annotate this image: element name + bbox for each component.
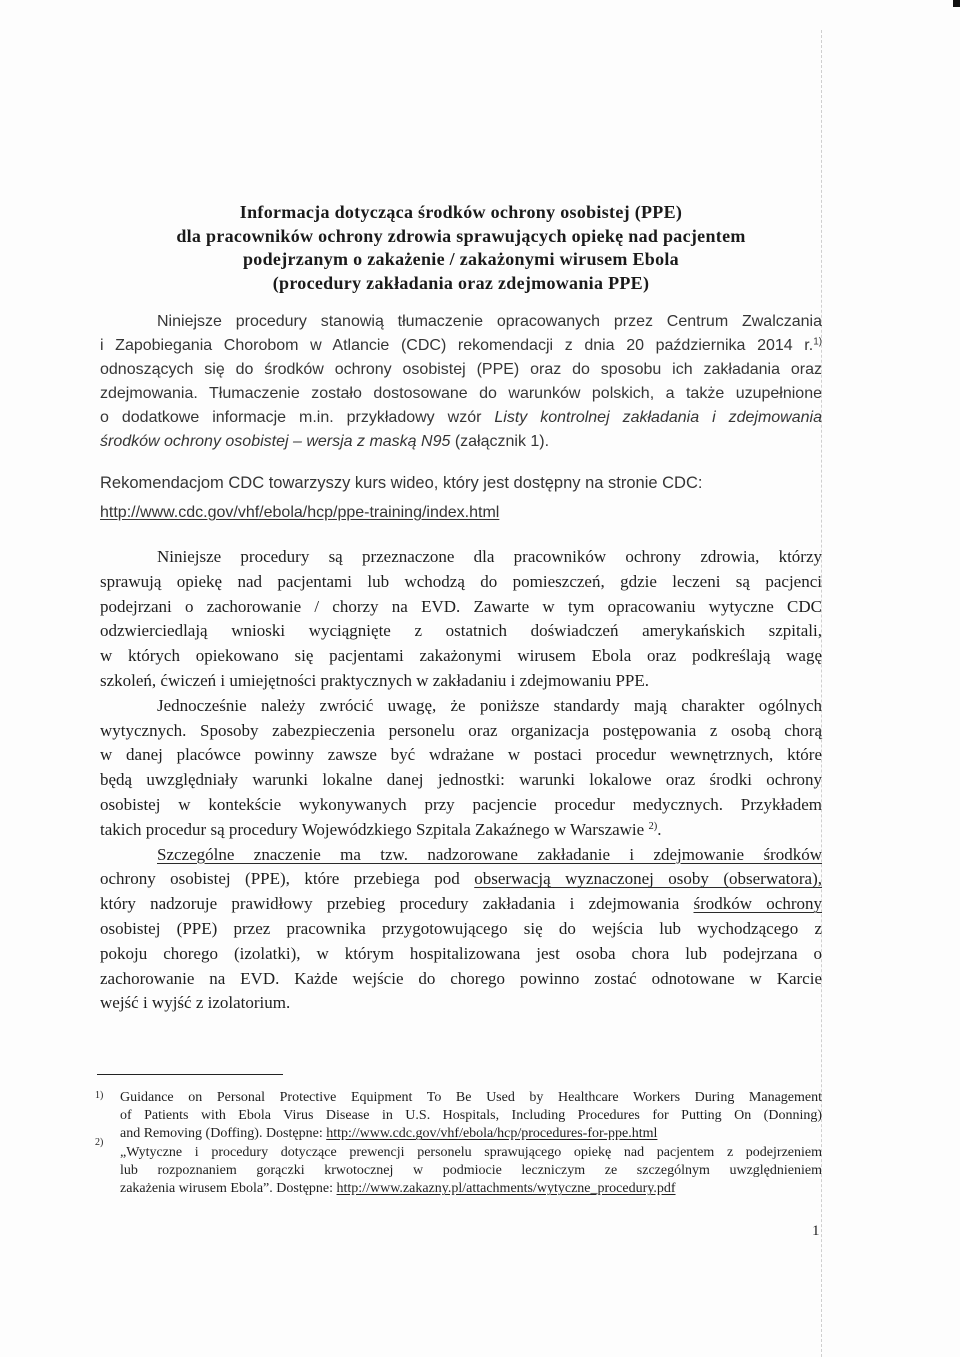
scan-corner-mark <box>953 0 960 7</box>
line-text: ochrony osobistej (PPE), które przebiega pod <box>100 869 460 889</box>
purpose-paragraph <box>100 545 822 694</box>
title-line: dla pracowników ochrony zdrowia sprawujących opiekę nad pacjentem <box>176 225 746 246</box>
line-text: o dodatkowe informacje m.in. przykładowy wzór <box>100 409 482 427</box>
line-text: pokoju chorego (izolatki), w którym hospitalizowana jest osoba chora lub podejrzana o <box>100 943 822 963</box>
footnote-separator <box>97 1074 283 1075</box>
line-text: osobistej w kontekście wykonywanych przy pacjencie procedur medycznych. Przykładem <box>100 794 822 814</box>
paragraph-line <box>100 406 822 430</box>
line-text: i Zapobiegania Chorobom w Atlancie (CDC) rekomendacji z dnia 20 października 2014 r. <box>100 337 814 355</box>
line-text: lub rozpoznaniem gorączki krwotocznej w podmiocie leczniczym ze szczególnym uwzględnieniem <box>120 1163 822 1179</box>
video-course-paragraph <box>100 471 822 495</box>
footnote-marker: 1) <box>95 1090 104 1101</box>
intro-paragraph <box>100 310 822 455</box>
footnote-line <box>120 1125 822 1143</box>
footnote-ref-2: 2) <box>648 820 658 832</box>
document-title <box>100 201 822 296</box>
line-text: of Patients with Ebola Virus Disease in U.S. Hospitals, Including Procedures for Putting On (Donning) <box>120 1108 822 1124</box>
paragraph-line <box>100 310 822 334</box>
paragraph-line <box>100 334 822 358</box>
line-text: podejrzani o zachorowanie / chorzy na EVD. Zawarte w tym opracowaniu wytyczne CDC <box>100 596 822 616</box>
paragraph-line <box>100 619 822 644</box>
underlined-text: obserwacją wyznaczonej osoby (obserwatora), <box>474 869 823 889</box>
paragraph-line <box>100 669 822 694</box>
line-text: odzwierciedlają wnioski wyciągnięte z ostatnich doświadczeń amerykańskich szpitali, <box>100 621 822 641</box>
paragraph-line <box>100 719 822 744</box>
paragraph-line <box>100 471 822 495</box>
line-text: osobistej (PPE) przez pracownika przygotowującego się do wejścia lub wychodzącego z <box>100 918 822 938</box>
checklist-title-text: środków ochrony osobistej – wersja z maską N95 <box>100 433 451 451</box>
supervision-paragraph <box>100 843 822 1017</box>
footnote-link[interactable]: http://www.cdc.gov/vhf/ebola/hcp/procedures-for-ppe.html <box>326 1126 658 1142</box>
standards-paragraph <box>100 694 822 843</box>
line-text: zakażenia wirusem Ebola”. Dostępne: <box>120 1181 334 1197</box>
paragraph-line <box>100 382 822 406</box>
line-text: Guidance on Personal Protective Equipment To Be Used by Healthcare Workers During Management <box>120 1090 822 1105</box>
footnote-link[interactable]: http://www.zakazny.pl/attachments/wytyczne_procedury.pdf <box>336 1181 676 1197</box>
paragraph-line <box>100 942 822 967</box>
line-text: Jednocześnie należy zwrócić uwagę, że poniższe standardy mają charakter ogólnych <box>157 695 822 715</box>
line-text: Niniejsze procedury stanowią tłumaczenie opracowanych przez Centrum Zwalczania <box>157 313 822 330</box>
footnote-line <box>120 1107 822 1125</box>
line-text: „Wytyczne i procedury dotyczące prewencji personelu sprawującego opiekę nad pacjentem z podejrzeniem <box>120 1145 822 1160</box>
footnote-line <box>120 1162 822 1180</box>
line-text: takich procedur są procedury Wojewódzkiego Szpitala Zakaźnego w Warszawie <box>100 819 645 839</box>
footnote-line <box>120 1180 822 1198</box>
paragraph-line <box>100 768 822 793</box>
paragraph-line <box>100 694 822 719</box>
title-line: (procedury zakładania oraz zdejmowania PPE) <box>272 273 650 294</box>
line-text: szkoleń, ćwiczeń i umiejętności praktycznych w zakładaniu i zdejmowaniu PPE. <box>100 670 650 690</box>
checklist-title-text: Listy kontrolnej zakładania i zdejmowania <box>494 409 822 427</box>
paragraph-line <box>100 967 822 992</box>
line-text: będą uwzględniały warunki lokalne danej jednostki: warunki lokalowe oraz środki ochrony <box>100 770 822 790</box>
paragraph-line <box>100 843 822 868</box>
footnote-marker: 2) <box>95 1137 104 1148</box>
paragraph-line <box>100 892 822 917</box>
paragraph-line <box>100 545 822 570</box>
line-text: w danej placówce powinny zawsze być wdrażane w postaci procedur wewnętrznych, które <box>100 745 822 765</box>
line-text: sprawują opiekę nad pacjentami lub wchodzą do pomieszczeń, gdzie leczeni są pacjenci <box>100 571 822 591</box>
paragraph-line <box>100 917 822 942</box>
line-text: and Removing (Doffing). Dostępne: <box>120 1126 323 1142</box>
line-text: odnoszących się do środków ochrony osobistej (PPE) oraz do sposobu ich zakładania oraz <box>100 361 822 379</box>
line-text: zdejmowania. Tłumaczenie zostało dostosowane do warunków polskich, a także uzupełnione <box>100 385 822 403</box>
paragraph-line <box>100 793 822 818</box>
line-text: . <box>657 819 662 839</box>
video-course-link[interactable]: http://www.cdc.gov/vhf/ebola/hcp/ppe-training/index.html <box>100 504 500 521</box>
title-line: Informacja dotycząca środków ochrony osobistej (PPE) <box>239 202 683 222</box>
line-text: Rekomendacjom CDC towarzyszy kurs wideo, który jest dostępny na stronie CDC: <box>100 474 703 492</box>
line-text: Szczególne znaczenie ma tzw. nadzorowane zakładanie i zdejmowanie środków <box>157 844 822 864</box>
line-text: (załącznik 1). <box>454 433 550 451</box>
paragraph-line <box>100 595 822 620</box>
paragraph-line <box>100 430 822 454</box>
line-text: Niniejsze procedury są przeznaczone dla pracowników ochrony zdrowia, którzy <box>157 547 822 566</box>
line-text: zachorowanie na EVD. Każde wejście do chorego powinno zostać odnotowane w Karcie <box>100 968 822 988</box>
line-text: wytycznych. Sposoby zabezpieczenia personelu oraz organizacja postępowania z osobą chorą <box>100 720 822 740</box>
line-text: wejść i wyjść z izolatorium. <box>100 993 291 1013</box>
title-line: podejrzanym o zakażenie / zakażonymi wirusem Ebola <box>243 249 679 270</box>
paragraph-line <box>100 570 822 595</box>
paragraph-line <box>100 358 822 382</box>
body-text <box>100 545 822 1016</box>
underlined-text: środków ochrony <box>693 894 822 914</box>
footnote-1 <box>95 1089 822 1144</box>
video-course-url-line <box>100 501 822 525</box>
footnote-2 <box>95 1137 822 1199</box>
paragraph-line <box>100 867 822 892</box>
line-text: który nadzoruje prawidłowy przebieg procedury zakładania i zdejmowania <box>100 894 680 914</box>
footnote-line <box>120 1089 822 1107</box>
paragraph-line <box>100 743 822 768</box>
paragraph-line <box>100 818 822 843</box>
footnote-line <box>120 1144 822 1162</box>
paragraph-line <box>100 991 822 1016</box>
paragraph-line <box>100 501 822 525</box>
page-number: 1 <box>812 1223 820 1239</box>
footnote-ref-1: 1) <box>813 336 822 348</box>
paragraph-line <box>100 644 822 669</box>
line-text: w których opiekowano się pacjentami zakażonymi wirusem Ebola oraz podkreślają wagę <box>100 646 822 666</box>
